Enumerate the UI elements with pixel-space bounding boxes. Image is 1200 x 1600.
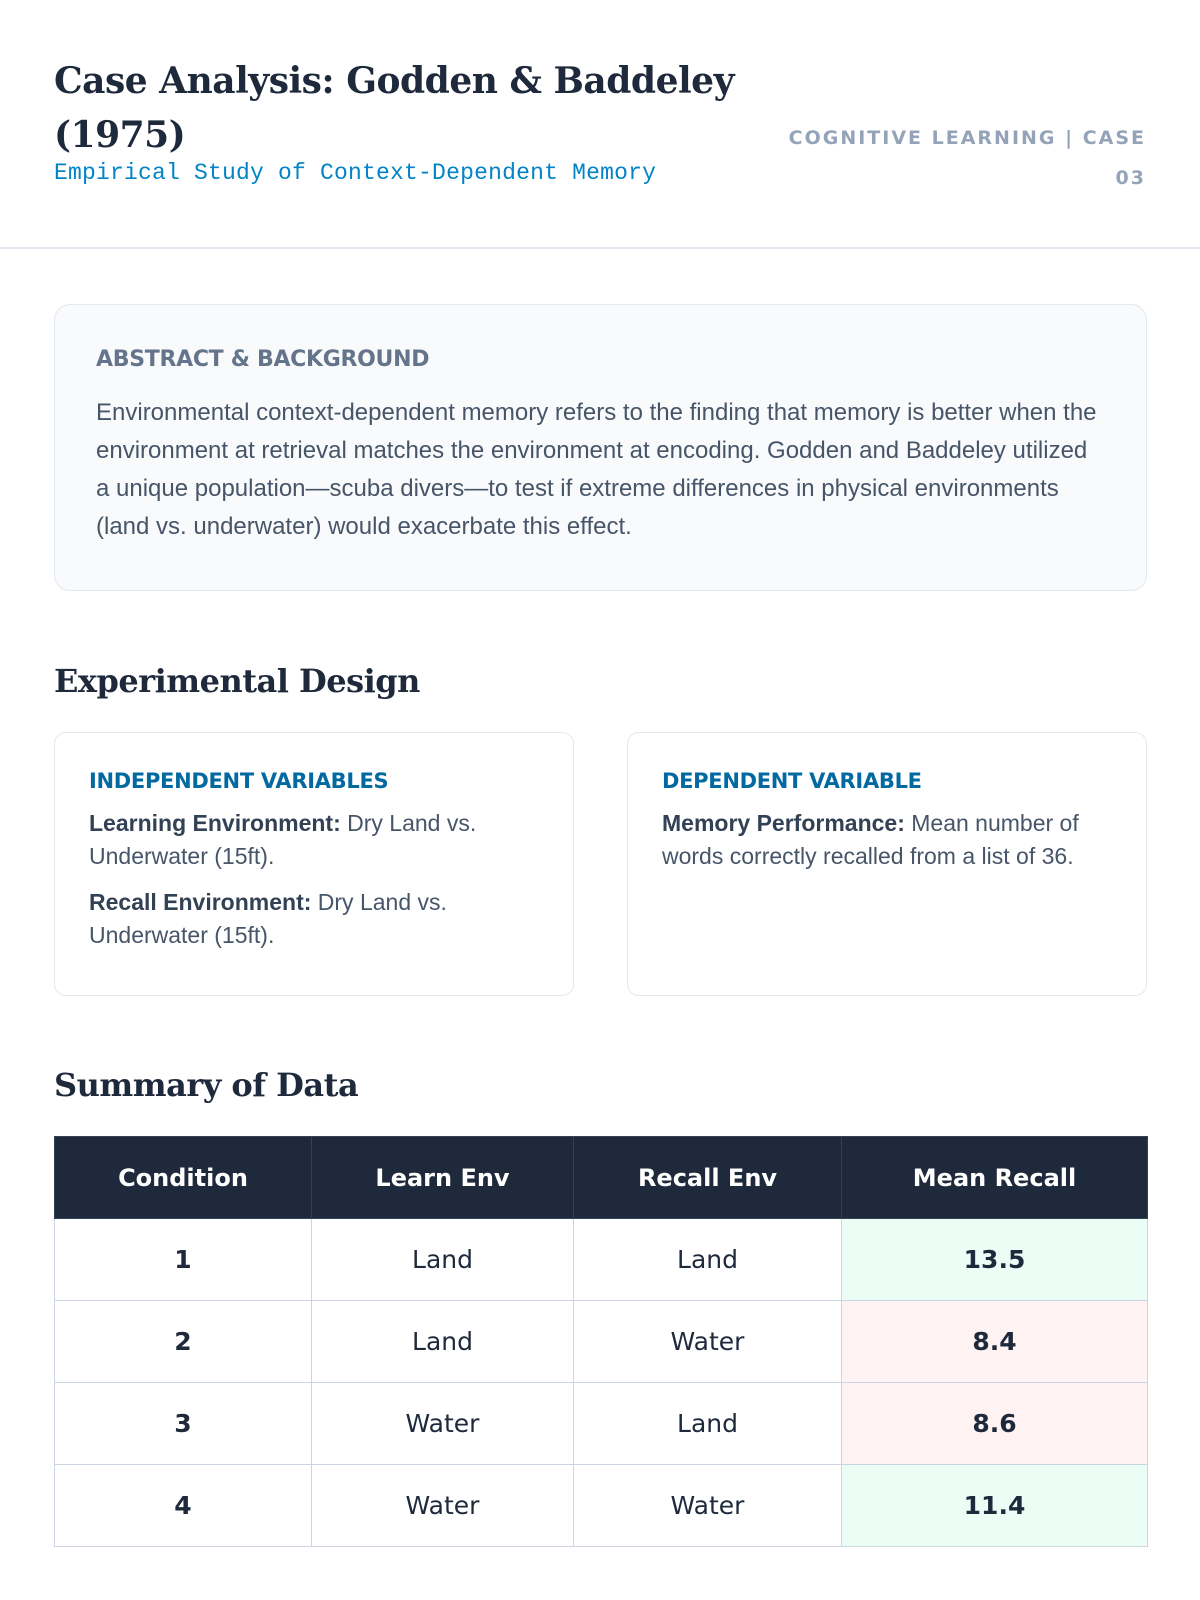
condition-cell: 2 — [55, 1301, 312, 1383]
dv-label: Memory Performance: — [662, 810, 905, 836]
page-subtitle: Empirical Study of Context-Dependent Memory — [54, 160, 657, 186]
dependent-variable-heading: DEPENDENT VARIABLE — [662, 769, 922, 793]
iv-learning-environment — [89, 807, 540, 873]
iv-learning-text: Dry Land vs. Underwater (15ft). — [89, 810, 477, 869]
column-header-learn-env: Learn Env — [312, 1137, 574, 1219]
recall-env-cell: Water — [574, 1465, 842, 1547]
condition-cell: 1 — [55, 1219, 312, 1301]
recall-env-cell: Land — [574, 1383, 842, 1465]
mean-recall-cell: 8.6 — [842, 1383, 1148, 1465]
iv-recall-label: Recall Environment: — [89, 889, 312, 915]
design-section-title: Experimental Design — [54, 662, 420, 700]
dependent-variable-card — [627, 732, 1147, 996]
recall-env-cell: Land — [574, 1219, 842, 1301]
column-header-recall-env: Recall Env — [574, 1137, 842, 1219]
learn-env-cell: Land — [312, 1301, 574, 1383]
column-header-condition: Condition — [55, 1137, 312, 1219]
independent-variables-heading: INDEPENDENT VARIABLES — [89, 769, 389, 793]
case-meta-line-1: COGNITIVE LEARNING | CASE — [788, 127, 1146, 149]
column-header-mean-recall: Mean Recall — [842, 1137, 1148, 1219]
page-header — [0, 0, 1200, 249]
condition-cell: 4 — [55, 1465, 312, 1547]
summary-section-title: Summary of Data — [54, 1066, 359, 1104]
iv-recall-text: Dry Land vs. Underwater (15ft). — [89, 889, 447, 948]
mean-recall-cell: 8.4 — [842, 1301, 1148, 1383]
independent-variables-card — [54, 732, 574, 996]
learn-env-cell: Water — [312, 1465, 574, 1547]
recall-env-cell: Water — [574, 1301, 842, 1383]
case-meta — [786, 118, 1146, 198]
dv-memory-performance — [662, 807, 1113, 873]
learn-env-cell: Water — [312, 1383, 574, 1465]
abstract-heading: ABSTRACT & BACKGROUND — [96, 347, 430, 372]
abstract-panel — [54, 304, 1147, 591]
mean-recall-cell: 11.4 — [842, 1465, 1148, 1547]
table-row — [55, 1219, 1148, 1301]
abstract-text: Environmental context-dependent memory refers to the finding that memory is better when the environment at retrieval matches the environment at encoding. Godden and Baddeley utilized a unique population—scuba divers—to test if extreme differences in physical environments (land vs. underwater) would exacerbate this effect. — [96, 399, 1097, 540]
dv-text: Mean number of words correctly recalled from a list of 36. — [662, 810, 1079, 869]
iv-recall-environment — [89, 886, 540, 952]
page-title: Case Analysis: Godden & Baddeley (1975) — [54, 60, 734, 156]
learn-env-cell: Land — [312, 1219, 574, 1301]
iv-learning-label: Learning Environment: — [89, 810, 341, 836]
mean-recall-cell: 13.5 — [842, 1219, 1148, 1301]
table-row — [55, 1465, 1148, 1547]
table-row — [55, 1301, 1148, 1383]
data-summary-table — [54, 1136, 1148, 1547]
condition-cell: 3 — [55, 1383, 312, 1465]
case-meta-line-2: 03 — [1115, 167, 1146, 189]
table-header-row — [55, 1137, 1148, 1219]
table-row — [55, 1383, 1148, 1465]
